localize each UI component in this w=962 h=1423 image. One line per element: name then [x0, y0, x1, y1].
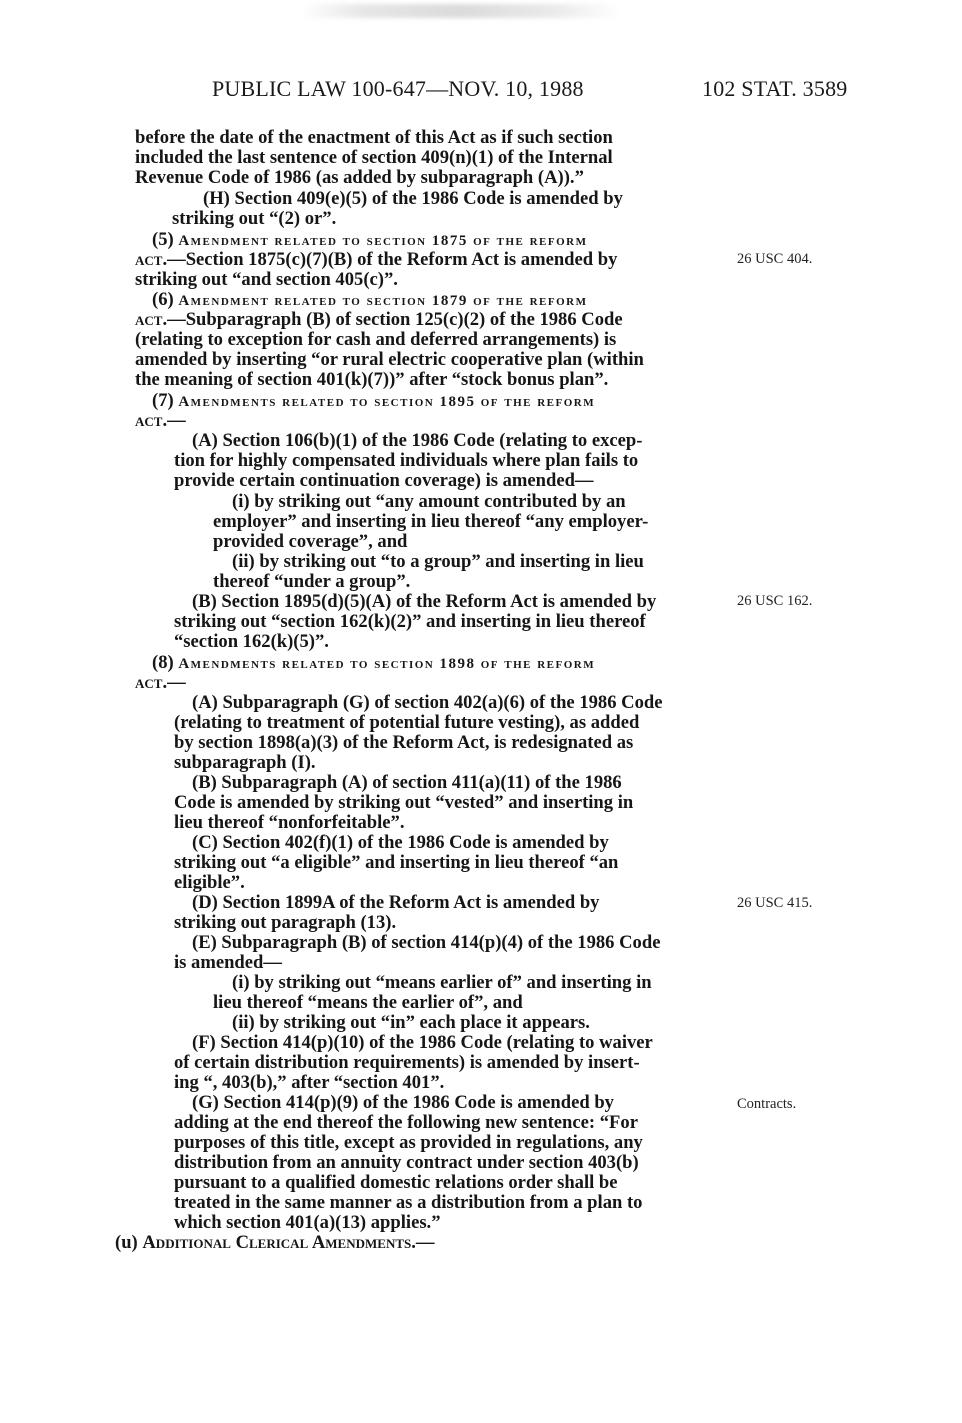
text-line: (F) Section 414(p)(10) of the 1986 Code (relating to waiver — [192, 1032, 653, 1053]
heading-dash: .— — [411, 1232, 435, 1253]
text-line: “section 162(k)(5)”. — [174, 631, 329, 652]
text-line: thereof “under a group”. — [213, 571, 411, 592]
heading-caps-end: act — [135, 309, 163, 330]
section-heading — [152, 653, 595, 674]
page-stat-number: 102 STAT. 3589 — [702, 76, 848, 101]
text-line: (ii) by striking out “in” each place it appears. — [232, 1012, 590, 1033]
text-line — [135, 673, 186, 693]
section-heading — [152, 290, 588, 311]
heading-number: (7) — [152, 390, 179, 411]
heading-caps: Amendment related to section 1875 of the reform — [178, 233, 588, 249]
text-line — [135, 310, 623, 330]
text-line: (i) by striking out “any amount contributed by an — [232, 491, 626, 512]
text-line: adding at the end thereof the following new sentence: “For — [174, 1112, 638, 1133]
text-line: (ii) by striking out “to a group” and inserting in lieu — [232, 551, 644, 572]
text-line — [135, 250, 617, 270]
text-line: striking out paragraph (13). — [174, 912, 397, 933]
text-line: lieu thereof “means the earlier of”, and — [213, 992, 523, 1013]
text-line: the meaning of section 401(k)(7))” after “stock bonus plan”. — [135, 369, 609, 390]
text-line: (D) Section 1899A of the Reform Act is amended by — [192, 892, 600, 913]
heading-text: .—Subparagraph (B) of section 125(c)(2) of the 1986 Code — [162, 309, 623, 330]
heading-text: .— — [162, 672, 186, 693]
text-line: distribution from an annuity contract under section 403(b) — [174, 1152, 639, 1173]
heading-number: (8) — [152, 652, 179, 673]
text-line: (relating to exception for cash and deferred arrangements) is — [135, 329, 617, 350]
text-line: striking out “(2) or”. — [172, 208, 337, 229]
text-line: striking out “section 162(k)(2)” and inserting in lieu thereof — [174, 611, 646, 632]
text-line: (A) Section 106(b)(1) of the 1986 Code (relating to excep- — [192, 430, 643, 451]
text-line: (B) Section 1895(d)(5)(A) of the Reform Act is amended by — [192, 591, 657, 612]
text-line: (A) Subparagraph (G) of section 402(a)(6) of the 1986 Code — [192, 692, 663, 713]
heading-number: (u) — [115, 1232, 143, 1253]
text-line: pursuant to a qualified domestic relations order shall be — [174, 1172, 618, 1193]
section-heading — [115, 1233, 435, 1253]
heading-caps-end: act — [135, 249, 163, 270]
text-line: (C) Section 402(f)(1) of the 1986 Code is amended by — [192, 832, 609, 853]
heading-caps: Amendment related to section 1879 of the reform — [178, 293, 588, 309]
text-line: tion for highly compensated individuals where plan fails to — [174, 450, 639, 471]
text-line: striking out “and section 405(c)”. — [135, 269, 398, 290]
heading-number: (5) — [152, 229, 179, 250]
text-line: which section 401(a)(13) applies.” — [174, 1212, 441, 1233]
margin-note: Contracts. — [737, 1096, 797, 1112]
scan-artifact — [300, 4, 620, 18]
text-line: provide certain continuation coverage) is amended— — [174, 470, 594, 491]
section-heading — [152, 230, 588, 251]
running-head-title: PUBLIC LAW 100-647—NOV. 10, 1988 — [212, 76, 584, 101]
text-line — [135, 411, 186, 431]
text-line: subparagraph (I). — [174, 752, 316, 773]
text-line: (relating to treatment of potential future vesting), as added — [174, 712, 640, 733]
heading-caps-end: act — [135, 672, 163, 693]
text-line: lieu thereof “nonforfeitable”. — [174, 812, 405, 833]
text-line: by section 1898(a)(3) of the Reform Act, is redesignated as — [174, 732, 634, 753]
text-line: striking out “a eligible” and inserting in lieu thereof “an — [174, 852, 619, 873]
text-line: (B) Subparagraph (A) of section 411(a)(11) of the 1986 — [192, 772, 622, 793]
text-line: ing “, 403(b),” after “section 401”. — [174, 1072, 445, 1093]
text-line: (E) Subparagraph (B) of section 414(p)(4) of the 1986 Code — [192, 932, 661, 953]
text-line: provided coverage”, and — [213, 531, 408, 552]
margin-note: 26 USC 404. — [737, 251, 813, 267]
heading-caps: Additional Clerical Amendments — [142, 1232, 412, 1253]
text-line: included the last sentence of section 409(n)(1) of the Internal — [135, 147, 613, 168]
heading-caps-end: act — [135, 410, 163, 431]
text-line: of certain distribution requirements) is amended by insert- — [174, 1052, 640, 1073]
margin-note: 26 USC 162. — [737, 593, 813, 609]
text-line: purposes of this title, except as provided in regulations, any — [174, 1132, 643, 1153]
margin-note: 26 USC 415. — [737, 895, 813, 911]
text-line: before the date of the enactment of this Act as if such section — [135, 127, 613, 148]
heading-number: (6) — [152, 289, 179, 310]
heading-caps: Amendments related to section 1895 of the reform — [178, 394, 596, 410]
text-line: Revenue Code of 1986 (as added by subparagraph (A)).” — [135, 167, 584, 188]
section-heading — [152, 391, 595, 412]
text-line: (G) Section 414(p)(9) of the 1986 Code is amended by — [192, 1092, 614, 1113]
text-line: (H) Section 409(e)(5) of the 1986 Code is amended by — [203, 188, 623, 209]
text-line: employer” and inserting in lieu thereof “any employer- — [213, 511, 649, 532]
heading-caps: Amendments related to section 1898 of the reform — [178, 656, 596, 672]
text-line: is amended— — [174, 952, 282, 973]
text-line: Code is amended by striking out “vested” and inserting in — [174, 792, 634, 813]
text-line: amended by inserting “or rural electric cooperative plan (within — [135, 349, 644, 370]
text-line: treated in the same manner as a distribution from a plan to — [174, 1192, 643, 1213]
text-line: (i) by striking out “means earlier of” and inserting in — [232, 972, 652, 993]
heading-text: .— — [162, 410, 186, 431]
heading-text: .—Section 1875(c)(7)(B) of the Reform Act is amended by — [162, 249, 618, 270]
text-line: eligible”. — [174, 872, 245, 893]
